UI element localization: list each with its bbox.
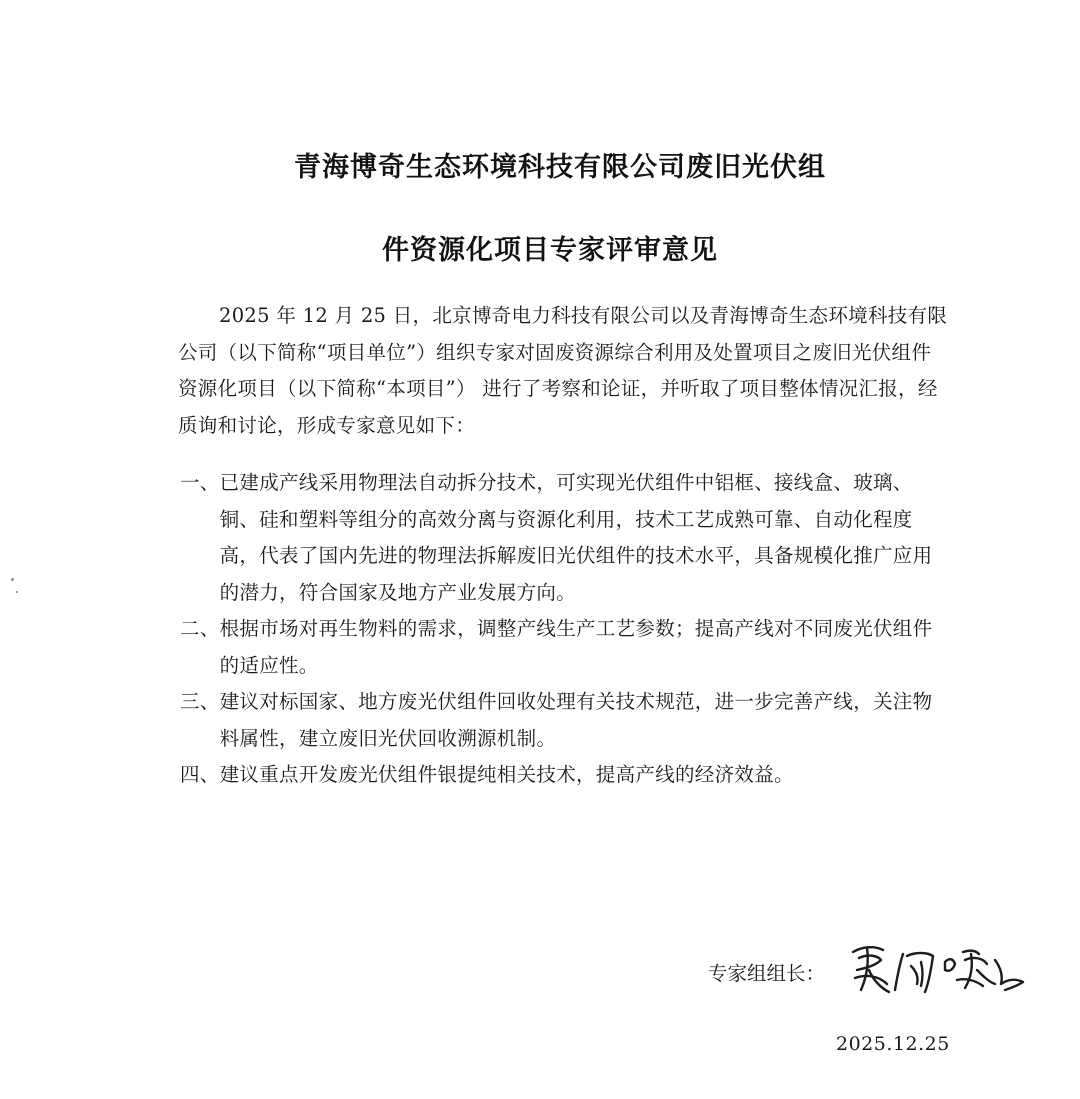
- opinion-number: 三、: [180, 690, 220, 713]
- scan-speck: [11, 578, 14, 581]
- opinion-item: [180, 757, 950, 794]
- opinion-text: 建议重点开发废光伏组件银提纯相关技术，提高产线的经济效益。: [219, 763, 794, 786]
- intro-paragraph: 2025 年 12 月 25 日，北京博奇电力科技有限公司以及青海博奇生态环境科技有限公司（以下简称“项目单位”）组织专家对固废资源综合利用及处置项目之废旧光伏组件资源化项目（以下简称“本项目”） 进行了考察和论证，并听取了项目整体情况汇报，经质询和讨论，形成专家意见如下：: [178, 304, 948, 437]
- scan-speck: [16, 591, 18, 593]
- opinion-number: 四、: [180, 763, 220, 786]
- document-title-line-2: 件资源化项目专家评审意见: [382, 235, 718, 266]
- opinion-item: [180, 684, 950, 757]
- signer-label: 专家组组长：: [708, 962, 826, 985]
- opinion-text: 根据市场对再生物料的需求，调整产线生产工艺参数；提高产线对不同废光伏组件的适应性。: [219, 617, 933, 677]
- opinion-number: 一、: [180, 471, 220, 494]
- opinion-number: 二、: [180, 617, 220, 640]
- opinion-text: 建议对标国家、地方废光伏组件回收处理有关技术规范，进一步完善产线，关注物料属性，建立废旧光伏回收溯源机制。: [219, 690, 933, 750]
- opinions-list: [180, 465, 950, 794]
- handwritten-signature: [845, 940, 1030, 1000]
- document-date: 2025.12.25: [836, 1033, 950, 1055]
- opinion-text: 已建成产线采用物理法自动拆分技术，可实现光伏组件中铝框、接线盒、玻璃、铜、硅和塑料等组分的高效分离与资源化利用，技术工艺成熟可靠、自动化程度高，代表了国内先进的物理法拆解废旧光伏组件的技术水平，具备规模化推广应用的潜力，符合国家及地方产业发展方向。: [219, 471, 933, 604]
- opinion-item: [180, 611, 950, 684]
- document-title-line-1: 青海博奇生态环境科技有限公司废旧光伏组: [294, 152, 826, 183]
- opinion-item: [180, 465, 950, 611]
